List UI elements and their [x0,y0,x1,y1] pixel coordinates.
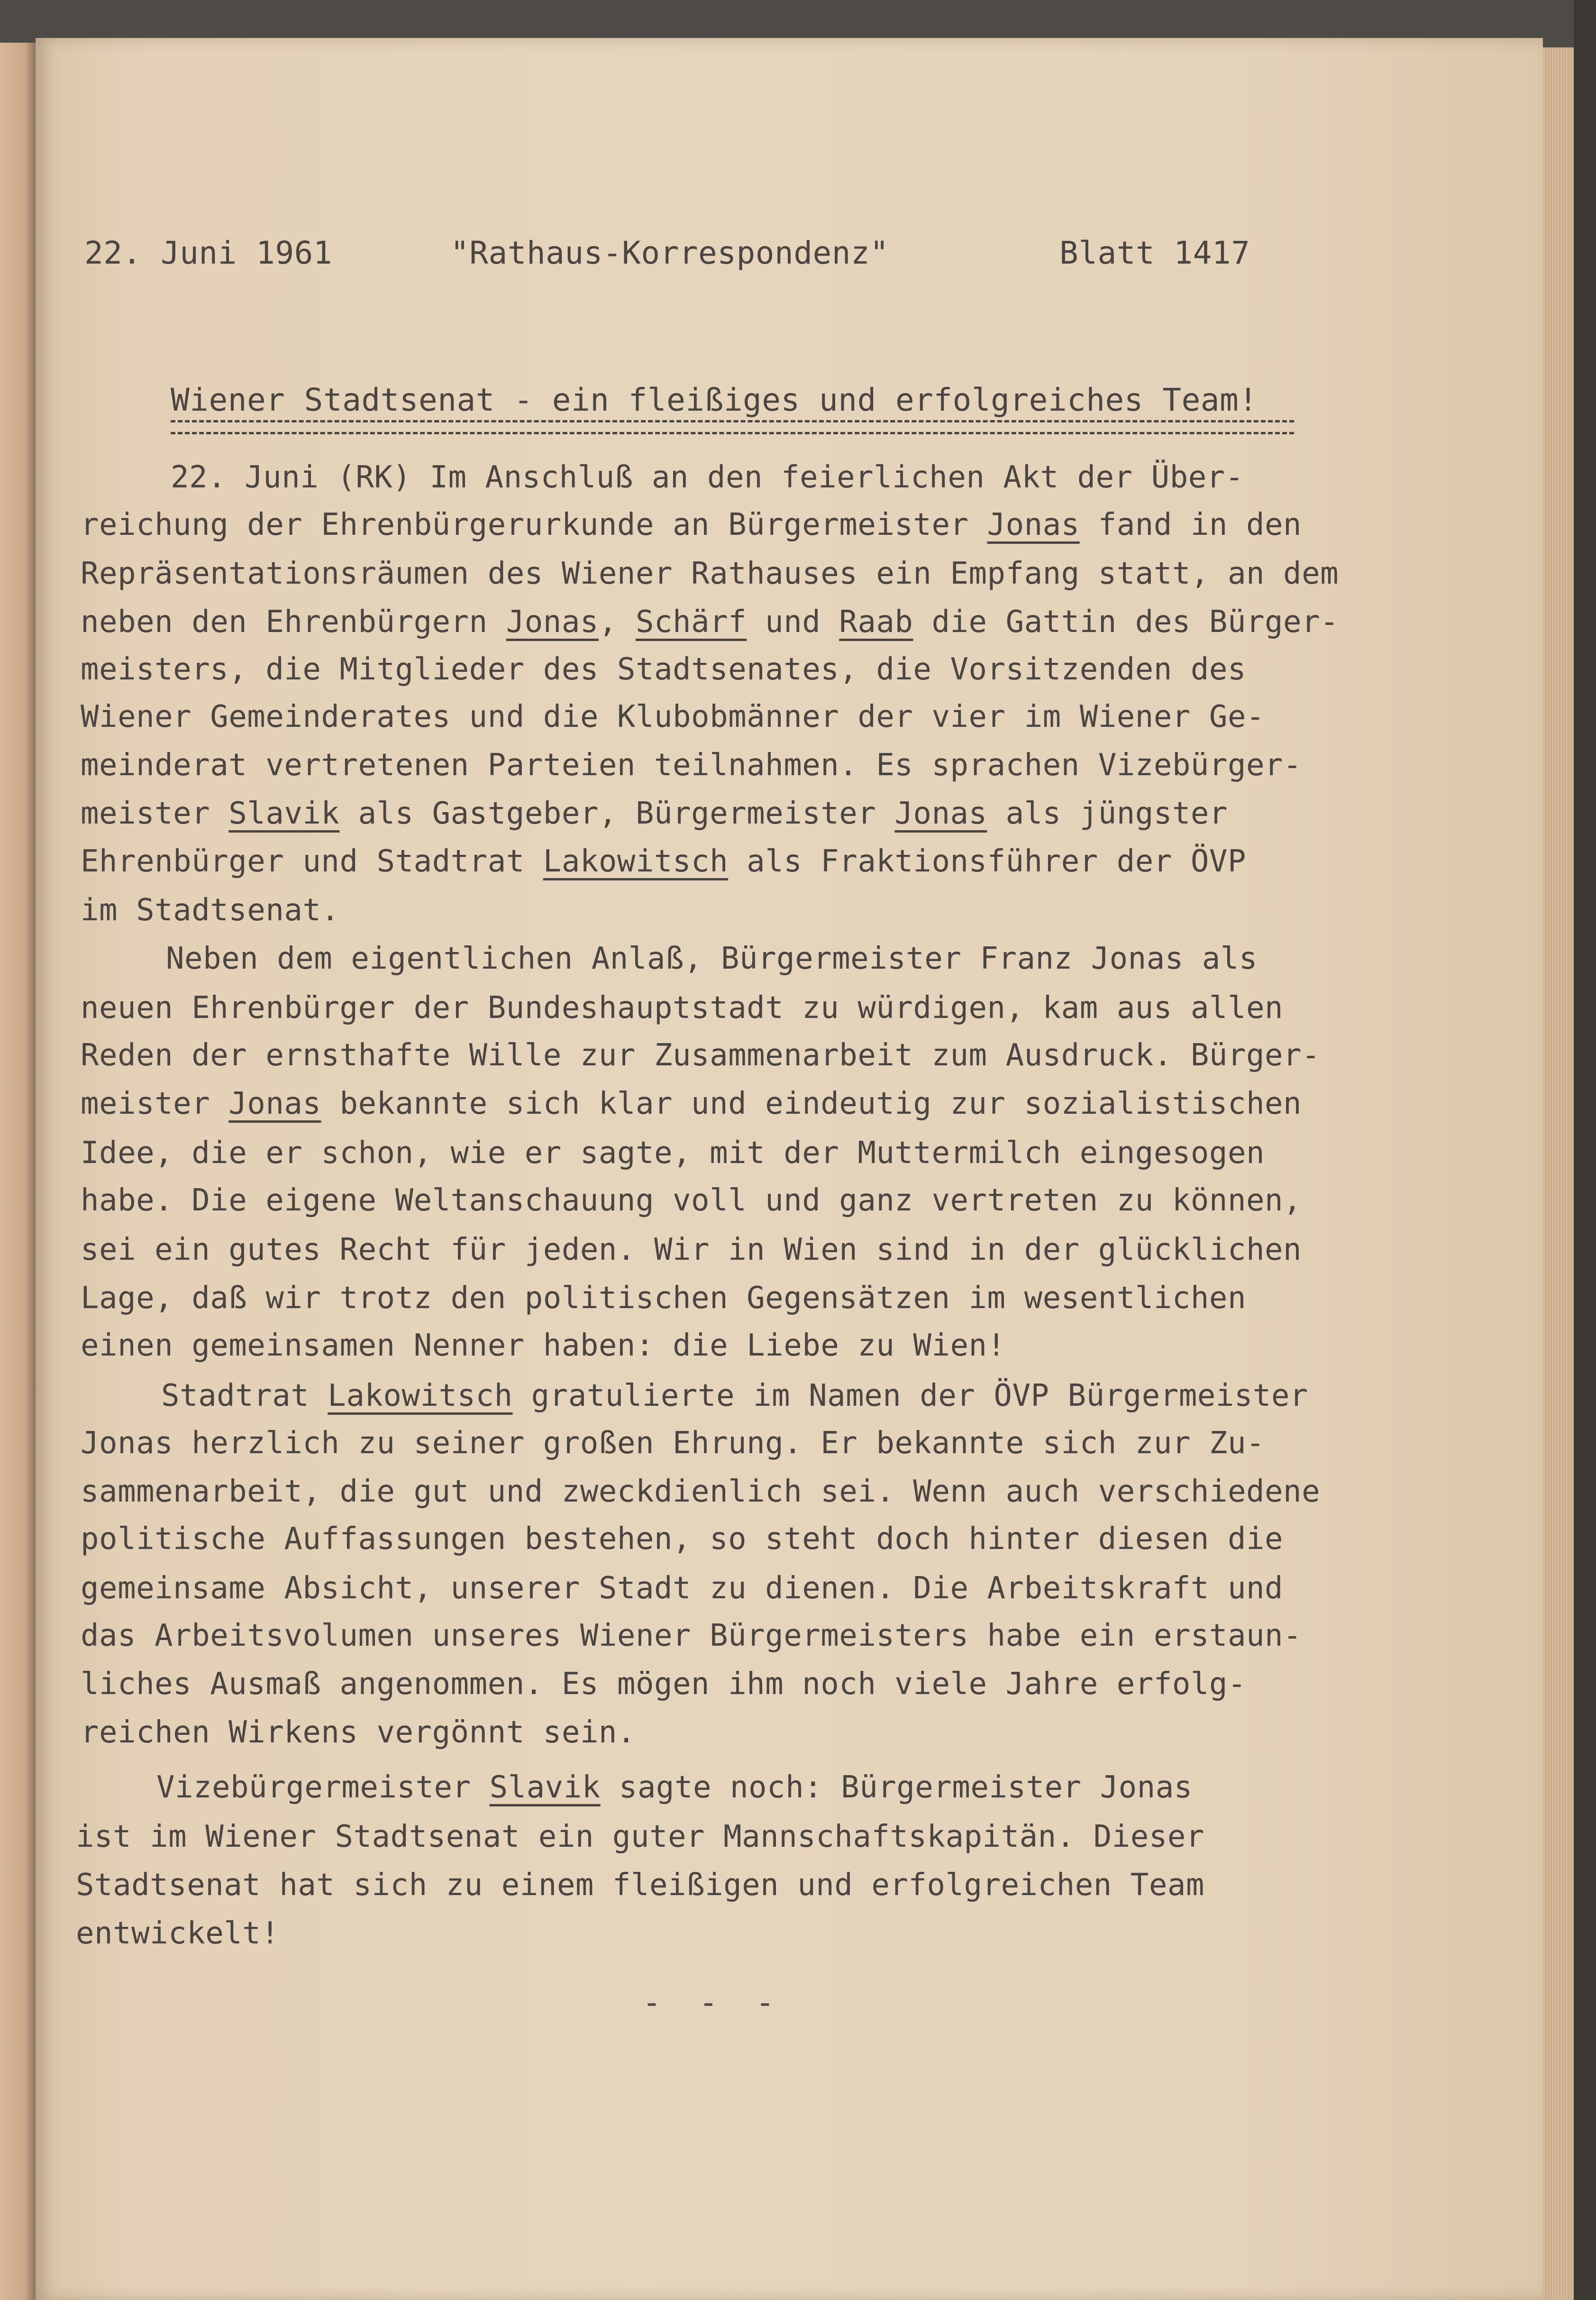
line-text: Ehrenbürger und Stadtrat [81,844,543,879]
underlined-name: Raab [839,605,913,640]
header-sheet-number: Blatt 1417 [1059,235,1250,271]
underlined-name: Lakowitsch [328,1378,513,1413]
line-text: entwickelt! [76,1916,280,1951]
closing-dashes: - - - [642,1984,784,2021]
body-line [76,1819,1204,1854]
line-text: Reden der ernsthafte Wille zur Zusammenarbeit zum Ausdruck. Bürger- [81,1038,1321,1073]
underlined-name: Jonas [228,1086,321,1121]
line-text: als jüngster [987,796,1228,831]
article-title: Wiener Stadtsenat - ein fleißiges und erfolgreiches Team! [171,382,1258,418]
body-line [81,605,1339,640]
underlined-name: Slavik [489,1770,601,1805]
line-text: sagte noch: Bürgermeister Jonas [600,1770,1193,1805]
header-date: 22. Juni 1961 [84,235,333,271]
line-text: Repräsentationsräumen des Wiener Rathauses ein Empfang statt, an dem [81,556,1339,591]
line-text: als Gastgeber, Bürgermeister [339,796,895,831]
title-double-rule [171,420,1294,434]
line-text: habe. Die eigene Weltanschauung voll und ganz vertreten zu können, [81,1183,1302,1218]
body-line [81,1232,1302,1267]
body-line [81,654,1246,685]
line-text: im Stadtsenat. [81,893,340,928]
line-text: Idee, die er schon, wie er sagte, mit der Muttermilch eingesogen [81,1136,1265,1171]
line-text: ist im Wiener Stadtsenat ein guter Mannschaftskapitän. Dieser [76,1819,1204,1854]
body-line [81,893,340,928]
line-text: Vizebürgermeister [156,1770,490,1805]
line-text: das Arbeitsvolumen unseres Wiener Bürgermeisters habe ein erstaun- [81,1618,1302,1653]
underlined-name: Jonas [894,796,987,831]
header-publication: "Rathaus-Korrespondenz" [450,235,889,271]
body-line [81,846,1246,877]
line-text: liches Ausmaß angenommen. Es mögen ihm noch viele Jahre erfolg- [81,1667,1246,1702]
body-line [76,1918,279,1949]
body-line [81,990,1284,1026]
line-text: bekannte sich klar und eindeutig zur sozialistischen [321,1086,1302,1121]
body-line [81,748,1302,783]
line-text: sei ein gutes Recht für jeden. Wir in Wien sind in der glücklichen [81,1232,1302,1267]
body-line [81,507,1302,542]
line-text: meister [81,1086,229,1121]
line-text: Stadtrat [161,1378,328,1413]
line-text: politische Auffassungen bestehen, so steht doch hinter diesen die [81,1521,1284,1557]
line-text: meister [81,796,229,831]
body-line [81,556,1339,591]
line-text: die Gattin des Bürger- [913,605,1339,640]
underlined-name: Schärf [635,605,747,640]
body-line [81,1330,1006,1361]
line-text: und [747,605,839,640]
underlined-name: Jonas [987,507,1080,542]
line-text: Jonas herzlich zu seiner großen Ehrung. Er bekannte sich zur Zu- [81,1426,1265,1461]
body-line [76,1868,1204,1903]
body-line [161,1378,1308,1413]
line-text: Stadtsenat hat sich zu einem fleißigen und erfolgreichen Team [76,1868,1204,1903]
line-text: gemeinsame Absicht, unserer Stadt zu dienen. Die Arbeitskraft und [81,1571,1284,1606]
body-line [81,1717,636,1748]
body-line [81,798,1228,829]
body-line [166,941,1258,976]
body-line [156,1772,1193,1803]
underlined-name: Slavik [228,796,340,831]
body-line [81,1667,1246,1702]
body-line [81,699,1265,734]
line-text: 22. Juni (RK) Im Anschluß an den feierlichen Akt der Über- [171,460,1244,495]
line-text: als Fraktionsführer der ÖVP [728,844,1246,879]
body-line [81,1618,1302,1653]
line-text: reichung der Ehrenbürgerurkunde an Bürgermeister [81,507,987,542]
line-text: reichen Wirkens vergönnt sein. [81,1715,636,1750]
line-text: einen gemeinsamen Nenner haben: die Liebe zu Wien! [81,1328,1006,1363]
body-line [81,1426,1265,1461]
body-line [81,1573,1283,1604]
body-line [81,1185,1302,1216]
body-line [81,1136,1265,1171]
line-text: Neben dem eigentlichen Anlaß, Bürgermeister Franz Jonas als [166,941,1258,976]
body-line [81,1086,1302,1121]
line-text: Lage, daß wir trotz den politischen Gegensätzen im wesentlichen [81,1281,1246,1316]
line-text: fand in den [1079,507,1302,542]
line-text: , [598,605,636,640]
line-text: meisters, die Mitglieder des Stadtsenates, die Vorsitzenden des [81,652,1246,687]
body-line [81,1281,1246,1316]
line-text: neuen Ehrenbürger der Bundeshauptstadt zu würdigen, kam aus allen [81,990,1284,1026]
body-line [171,462,1244,493]
line-text: sammenarbeit, die gut und zweckdienlich sei. Wenn auch verschiedene [81,1474,1321,1509]
line-text: meinderat vertretenen Parteien teilnahmen. Es sprachen Vizebürger- [81,748,1302,783]
body-line [81,1040,1320,1071]
line-text: gratulierte im Namen der ÖVP Bürgermeister [512,1378,1308,1413]
line-text: neben den Ehrenbürgern [81,605,506,640]
line-text: Wiener Gemeinderates und die Klubobmänner der vier im Wiener Ge- [81,699,1265,734]
underlined-name: Jonas [506,605,599,640]
body-line [81,1476,1320,1507]
body-line [81,1521,1284,1557]
underlined-name: Lakowitsch [543,844,729,879]
